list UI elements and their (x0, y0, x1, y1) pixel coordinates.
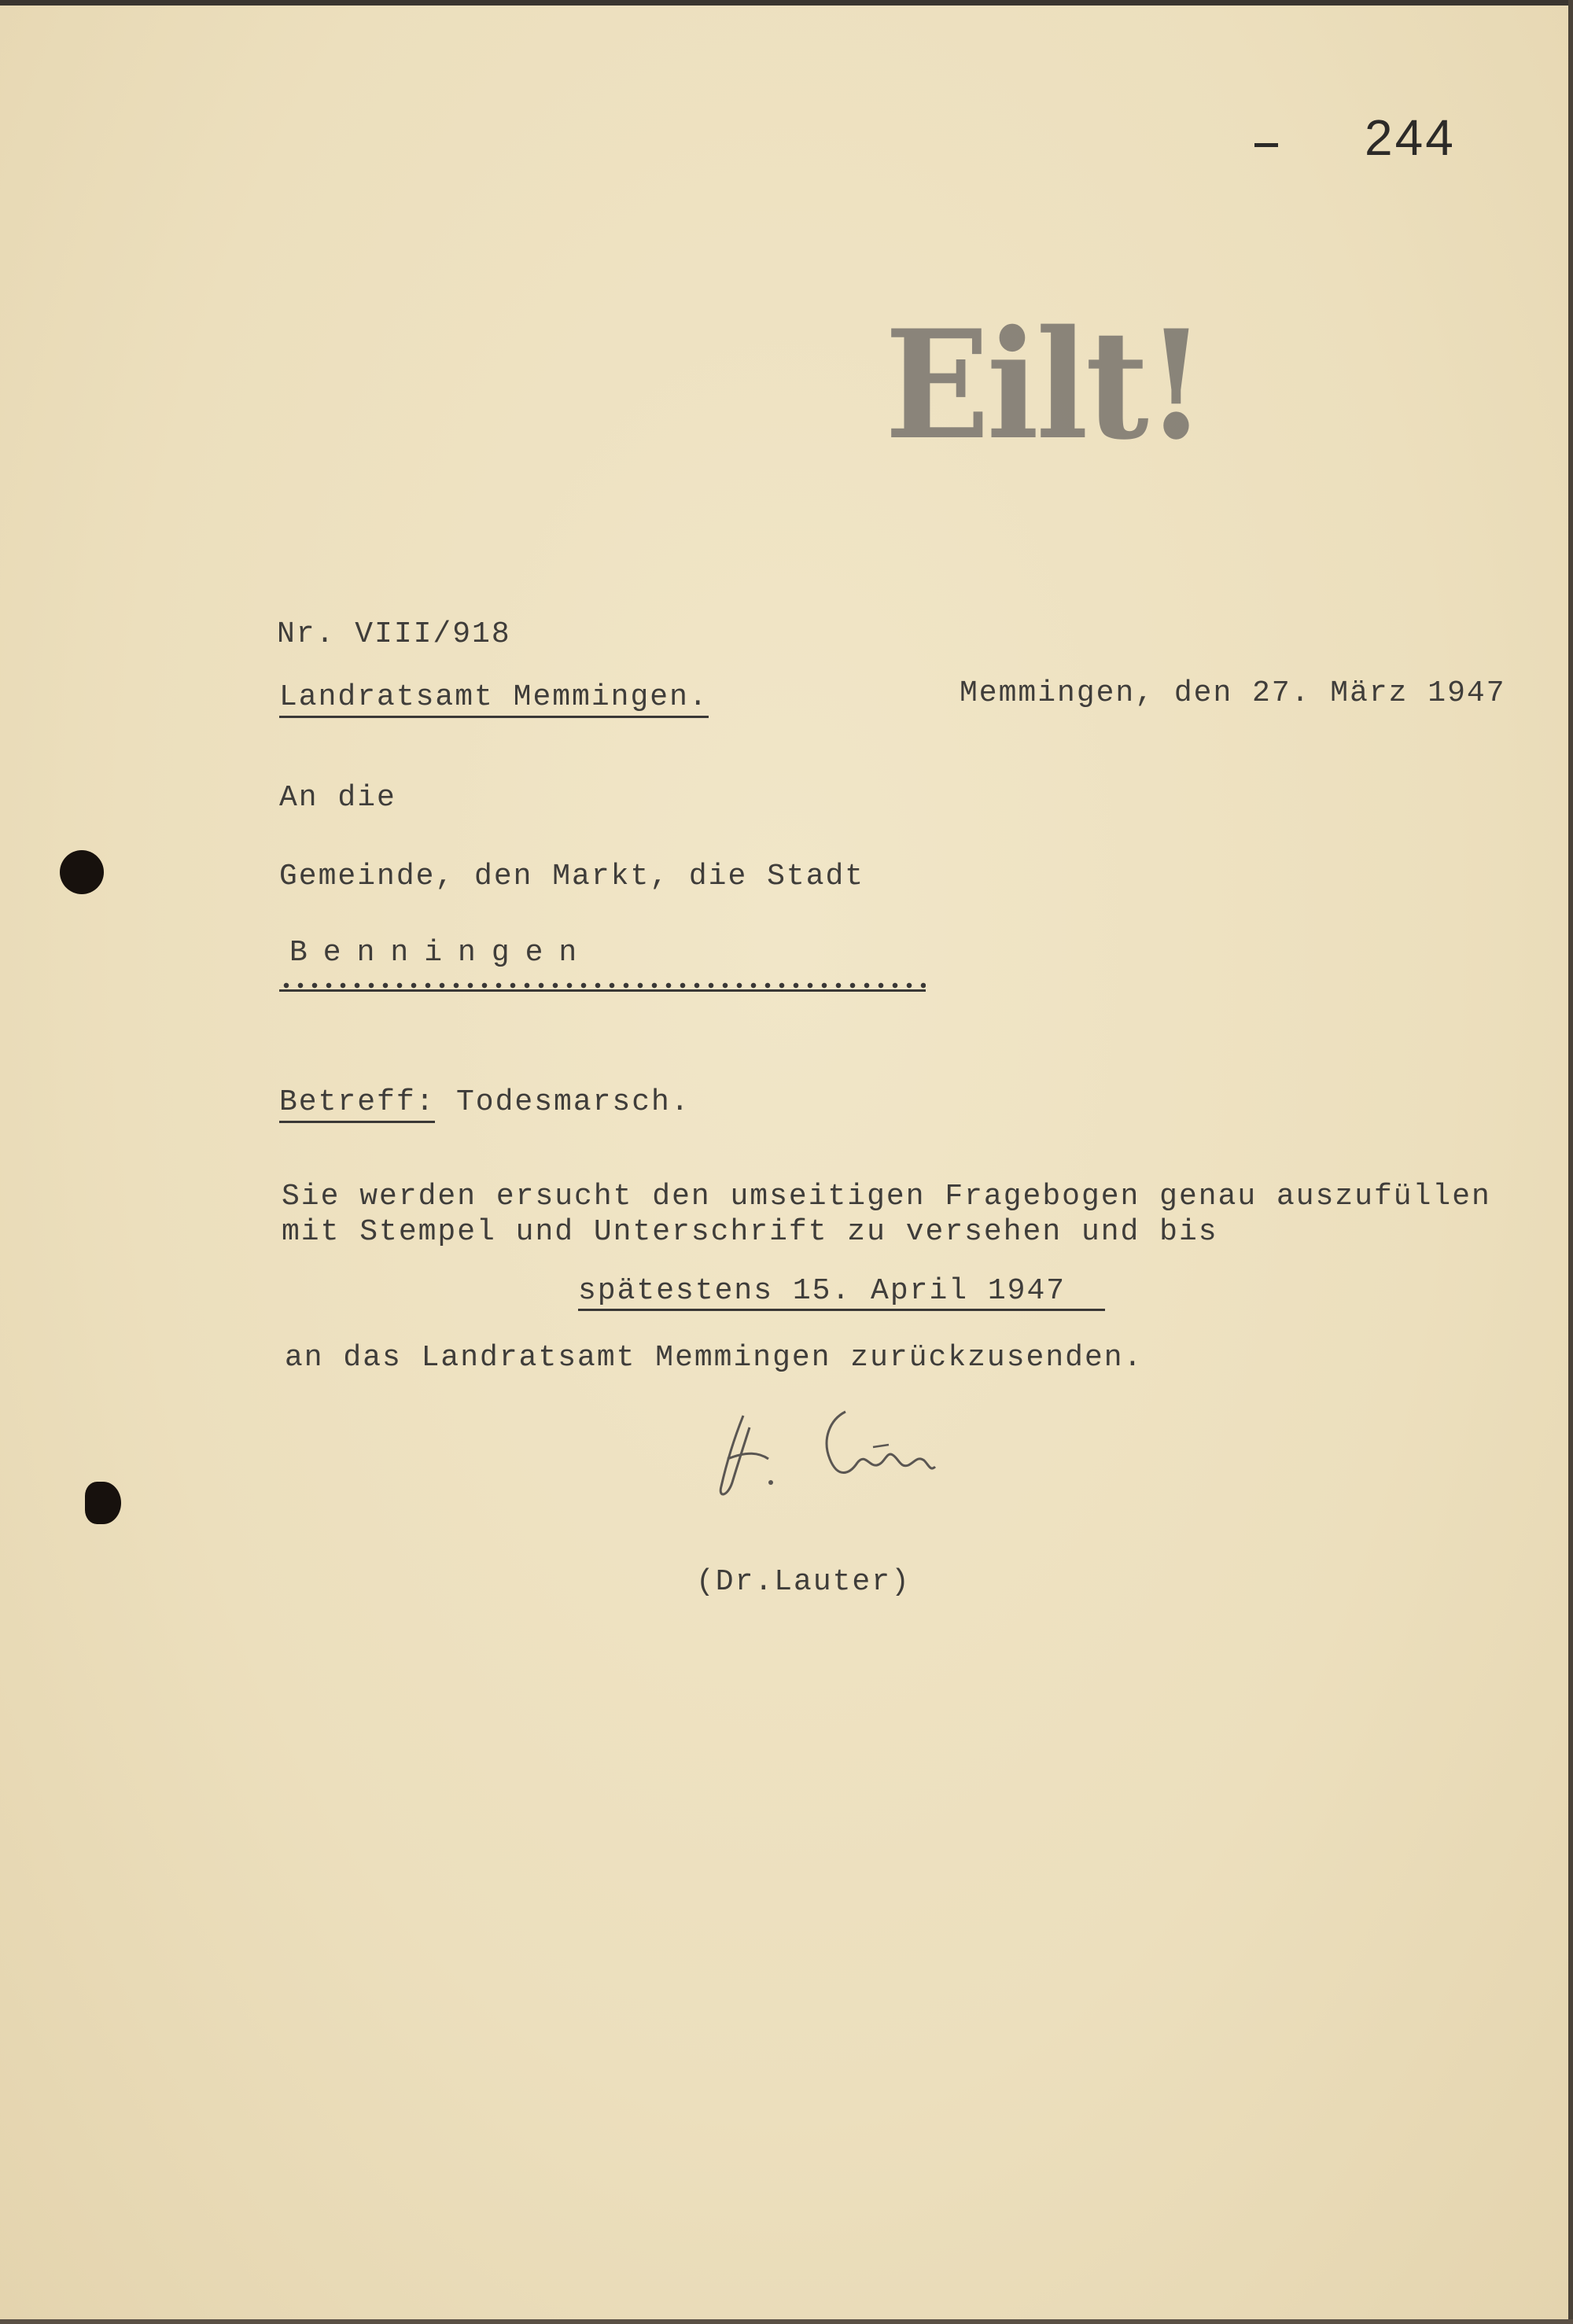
scan-edge-top (0, 0, 1573, 6)
scan-edge-bottom (0, 2319, 1573, 2324)
punch-hole-bottom (85, 1482, 121, 1524)
page-number-dash (1254, 143, 1278, 147)
handwritten-signature (712, 1404, 940, 1514)
reference-number: Nr. VIII/918 (277, 617, 511, 651)
place-and-date: Memmingen, den 27. März 1947 (960, 676, 1506, 710)
scan-edge-right (1568, 0, 1573, 2324)
deadline-underline (578, 1309, 1105, 1311)
municipality-underline (279, 989, 926, 992)
recipient-line: Gemeinde, den Markt, die Stadt (279, 860, 865, 893)
page-number: 244 (1365, 109, 1456, 166)
punch-hole-top (60, 850, 104, 894)
body-line-2: mit Stempel und Unterschrift zu versehen und bis (282, 1215, 1218, 1249)
subject-text: Todesmarsch. (456, 1085, 691, 1119)
urgent-stamp: Eilt! (885, 297, 1204, 473)
subject-label: Betreff: (279, 1085, 435, 1123)
salutation: An die (279, 781, 396, 815)
issuing-office: Landratsamt Memmingen. (279, 680, 709, 718)
signer-name: (Dr.Lauter) (696, 1565, 911, 1599)
municipality-name: Benningen (289, 936, 593, 970)
body-line-3: an das Landratsamt Memmingen zurückzusenden. (285, 1341, 1144, 1375)
body-line-1: Sie werden ersucht den umseitigen Fragebogen genau auszufüllen (282, 1180, 1491, 1214)
municipality-dotted-line (279, 982, 926, 989)
deadline: spätestens 15. April 1947 (578, 1274, 1066, 1308)
